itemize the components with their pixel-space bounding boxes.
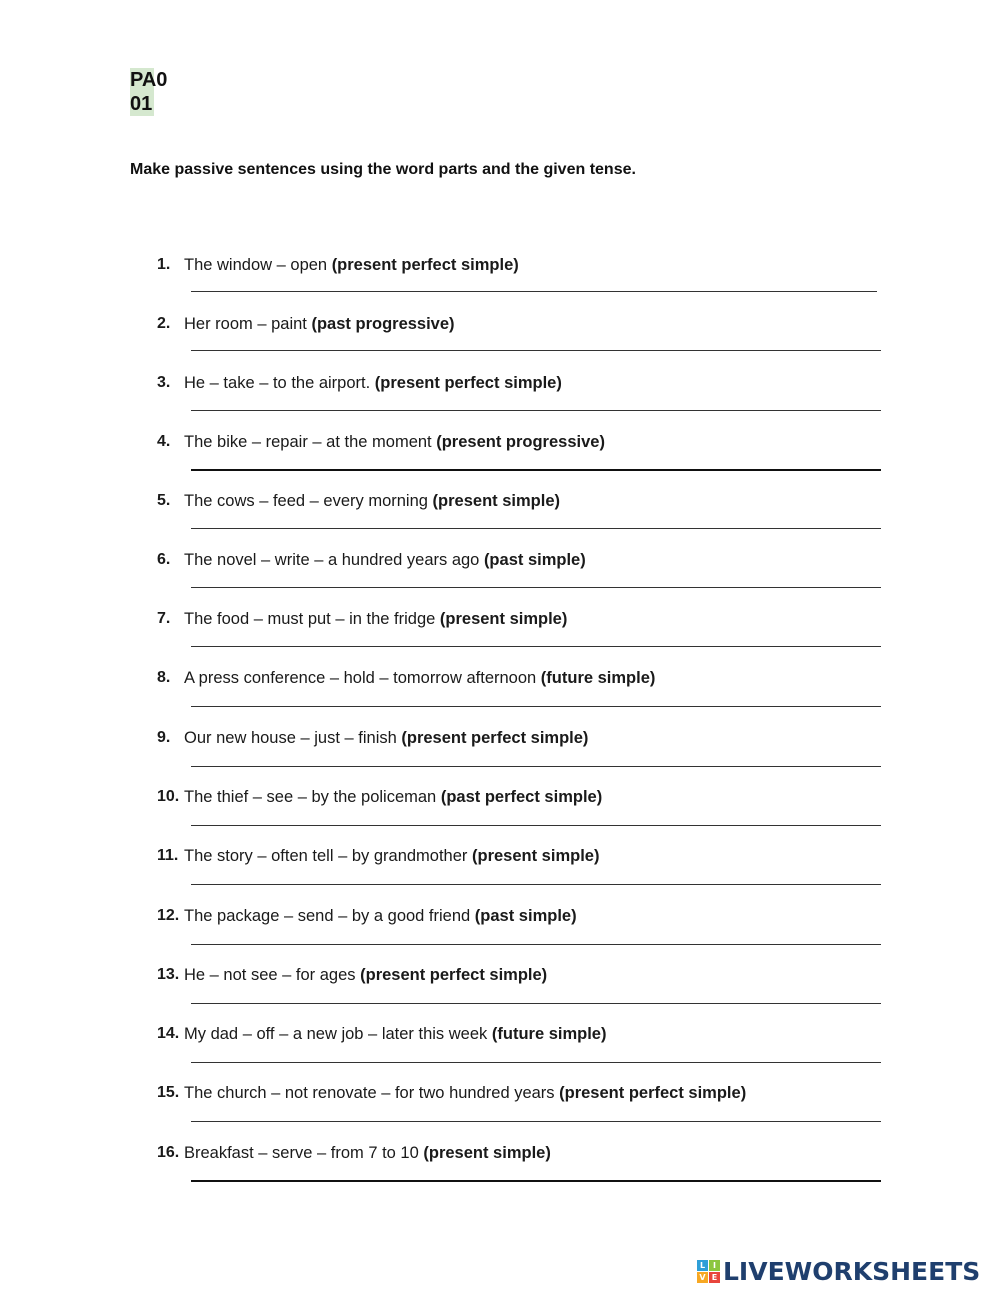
answer-line[interactable] bbox=[191, 1180, 881, 1182]
item-tense: (present perfect simple) bbox=[374, 374, 562, 392]
exercise-item bbox=[157, 668, 887, 718]
item-prompt bbox=[184, 314, 455, 334]
worksheet-code-line-1: PA0 bbox=[130, 69, 168, 91]
item-tense: (present simple) bbox=[423, 1144, 551, 1162]
item-prompt bbox=[184, 728, 588, 748]
exercise-item bbox=[157, 965, 887, 1015]
answer-line[interactable] bbox=[191, 587, 881, 588]
item-number: 11. bbox=[157, 847, 179, 864]
item-words: The bike – repair – at the moment bbox=[184, 433, 437, 451]
answer-line[interactable] bbox=[191, 1003, 881, 1004]
answer-line[interactable] bbox=[191, 884, 881, 885]
item-tense: (past progressive) bbox=[311, 315, 455, 333]
item-words: The church – not renovate – for two hundred years bbox=[184, 1084, 560, 1102]
exercise-item bbox=[157, 787, 887, 837]
exercise-item bbox=[157, 1024, 887, 1074]
item-prompt bbox=[184, 787, 602, 807]
item-tense: (future simple) bbox=[540, 669, 656, 687]
item-number: 14. bbox=[157, 1025, 180, 1042]
answer-line[interactable] bbox=[191, 291, 877, 292]
item-number: 5. bbox=[157, 492, 171, 509]
exercise-item bbox=[157, 432, 887, 482]
item-words: The thief – see – by the policeman bbox=[184, 788, 441, 806]
item-tense: (present perfect simple) bbox=[401, 729, 589, 747]
item-number: 16. bbox=[157, 1144, 180, 1161]
exercise-item bbox=[157, 846, 887, 896]
exercise-item bbox=[157, 1083, 887, 1133]
item-number: 2. bbox=[157, 315, 171, 332]
answer-line[interactable] bbox=[191, 944, 881, 945]
mark-letter: I bbox=[709, 1260, 720, 1271]
item-number: 13. bbox=[157, 966, 180, 983]
item-prompt bbox=[184, 1024, 606, 1044]
item-tense: (present simple) bbox=[439, 610, 568, 628]
item-tense: (present simple) bbox=[472, 847, 600, 865]
answer-line[interactable] bbox=[191, 469, 881, 471]
answer-line[interactable] bbox=[191, 646, 881, 647]
item-prompt bbox=[184, 965, 547, 985]
item-prompt bbox=[184, 373, 562, 393]
item-words: The cows – feed – every morning bbox=[184, 492, 433, 510]
item-number: 15. bbox=[157, 1084, 180, 1101]
mark-letter: E bbox=[709, 1272, 720, 1283]
item-prompt bbox=[184, 550, 586, 570]
item-tense: (present perfect simple) bbox=[360, 966, 548, 984]
item-tense: (present perfect simple) bbox=[331, 256, 519, 274]
exercise-item bbox=[157, 609, 887, 659]
item-tense: (past simple) bbox=[474, 907, 577, 925]
item-number: 10. bbox=[157, 788, 180, 805]
item-prompt bbox=[184, 609, 567, 629]
item-words: The package – send – by a good friend bbox=[184, 907, 475, 925]
liveworksheets-logo[interactable] bbox=[697, 1255, 980, 1287]
exercise-item bbox=[157, 491, 887, 541]
item-words: Breakfast – serve – from 7 to 10 bbox=[184, 1144, 424, 1162]
item-words: Our new house – just – finish bbox=[184, 729, 402, 747]
item-words: The food – must put – in the fridge bbox=[184, 610, 440, 628]
answer-line[interactable] bbox=[191, 1062, 881, 1063]
mark-letter: V bbox=[697, 1272, 708, 1283]
item-words: He – take – to the airport. bbox=[184, 374, 375, 392]
liveworksheets-mark-icon bbox=[697, 1260, 720, 1283]
mark-letter: L bbox=[697, 1260, 708, 1271]
item-prompt bbox=[184, 906, 577, 926]
item-number: 7. bbox=[157, 610, 171, 627]
exercise-item bbox=[157, 728, 887, 778]
item-number: 12. bbox=[157, 907, 180, 924]
item-tense: (present progressive) bbox=[436, 433, 605, 451]
item-tense: (past perfect simple) bbox=[440, 788, 603, 806]
logo-wordmark: LIVEWORKSHEETS bbox=[723, 1256, 981, 1286]
answer-line[interactable] bbox=[191, 410, 881, 411]
item-number: 9. bbox=[157, 729, 171, 746]
worksheet-code-line-2: 01 bbox=[130, 93, 153, 115]
item-words: The novel – write – a hundred years ago bbox=[184, 551, 484, 569]
answer-line[interactable] bbox=[191, 1121, 881, 1122]
item-prompt bbox=[184, 1143, 551, 1163]
item-number: 8. bbox=[157, 669, 171, 686]
exercise-item bbox=[157, 255, 887, 305]
item-prompt bbox=[184, 668, 655, 688]
answer-line[interactable] bbox=[191, 706, 881, 707]
item-tense: (past simple) bbox=[483, 551, 586, 569]
item-prompt bbox=[184, 491, 560, 511]
item-words: The window – open bbox=[184, 256, 332, 274]
item-prompt bbox=[184, 432, 605, 452]
item-tense: (present perfect simple) bbox=[559, 1084, 747, 1102]
exercise-item bbox=[157, 906, 887, 956]
answer-line[interactable] bbox=[191, 528, 881, 529]
exercise-item bbox=[157, 373, 887, 423]
item-number: 1. bbox=[157, 256, 171, 273]
item-prompt bbox=[184, 846, 599, 866]
item-tense: (future simple) bbox=[491, 1025, 607, 1043]
item-words: My dad – off – a new job – later this week bbox=[184, 1025, 492, 1043]
item-prompt bbox=[184, 1083, 746, 1103]
item-number: 4. bbox=[157, 433, 171, 450]
exercise-item bbox=[157, 550, 887, 600]
item-number: 3. bbox=[157, 374, 171, 391]
item-words: Her room – paint bbox=[184, 315, 312, 333]
item-tense: (present simple) bbox=[432, 492, 560, 510]
answer-line[interactable] bbox=[191, 350, 881, 351]
item-prompt bbox=[184, 255, 519, 275]
item-number: 6. bbox=[157, 551, 171, 568]
item-words: A press conference – hold – tomorrow afternoon bbox=[184, 669, 541, 687]
answer-line[interactable] bbox=[191, 766, 881, 767]
exercise-item bbox=[157, 314, 887, 364]
answer-line[interactable] bbox=[191, 825, 881, 826]
instruction-text: Make passive sentences using the word parts and the given tense. bbox=[130, 161, 636, 178]
exercise-item bbox=[157, 1143, 887, 1193]
item-words: He – not see – for ages bbox=[184, 966, 361, 984]
item-words: The story – often tell – by grandmother bbox=[184, 847, 472, 865]
